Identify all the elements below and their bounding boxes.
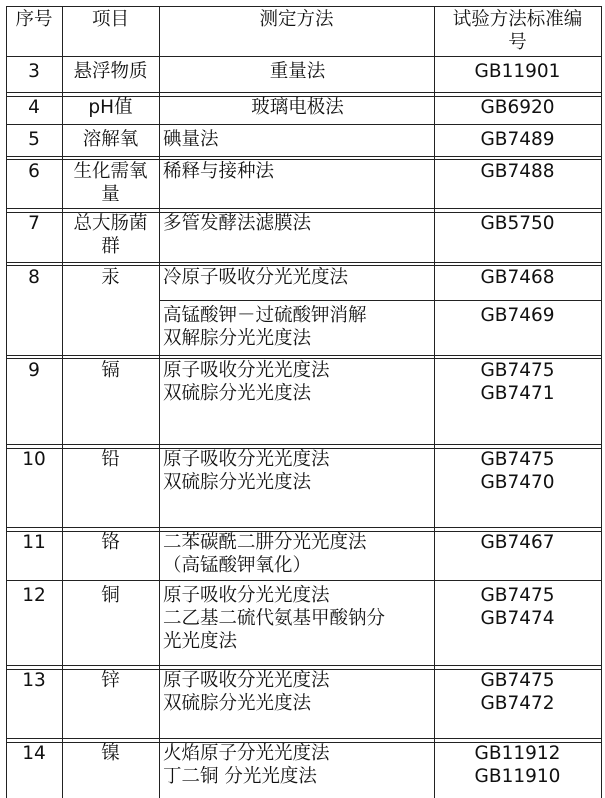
row-no [6,128,62,151]
row-method-line: 冷原子吸收分光光度法 [163,267,349,288]
row-item-line: 量 [101,184,120,205]
row-method [163,669,432,715]
row-standard-line: GB7489 [480,129,555,150]
row-standard-line: GB7475 [480,449,555,470]
subrow-divider [159,300,602,301]
row-method-line: 原子吸收分光光度法 [163,449,330,470]
row-standard-line: GB7488 [480,161,555,182]
row-item [62,669,159,692]
row-item [62,584,159,607]
row-standard [434,669,601,715]
row-item-line: 铬 [101,532,120,553]
row-no-line: 13 [22,670,46,691]
row-method-line: 原子吸收分光光度法 [163,670,330,691]
row-divider [6,6,602,7]
row-method-line: 玻璃电极法 [251,97,344,118]
row-no-line: 14 [22,743,46,764]
row-no-line: 11 [22,532,46,553]
row-no [6,359,62,382]
row-method-line: 二苯碳酰二肼分光光度法 [163,532,367,553]
row-standard [434,212,601,235]
row-standard [434,60,601,83]
row-no [6,160,62,183]
row-standard [434,128,601,151]
row-item [62,128,159,151]
row-method [163,60,432,83]
row-standard [434,160,601,183]
row-method [163,584,432,653]
row-standard-line: GB11912 [474,743,561,764]
header-method-line: 测定方法 [259,9,334,30]
row-item-line: 溶解氧 [82,129,139,150]
row-standard-line: GB6920 [480,97,555,118]
column-divider [601,6,602,798]
row-method-line: （高锰酸钾氧化） [163,555,312,576]
row-divider [6,156,602,157]
row-no-line: 6 [28,161,40,182]
row-divider [6,208,602,209]
row-item-line: 悬浮物质 [73,61,148,82]
row-standard-line: GB7470 [480,472,555,493]
row-item-line: pH值 [88,97,133,118]
row-divider [6,92,602,93]
row-no [6,742,62,765]
row-method [163,96,432,119]
row-method [163,160,432,183]
row-standard-line: GB7475 [480,670,555,691]
row-method-line: 二乙基二硫代氨基甲酸钠分 [163,608,386,629]
row-method-line: 碘量法 [163,129,219,150]
header-item-line: 项目 [91,9,129,30]
row-method [163,448,432,494]
row-method [163,531,432,577]
row-item [62,96,159,119]
row-no [6,266,62,289]
row-no [6,584,62,607]
header-item [62,8,159,31]
row-standard [434,742,601,788]
row-method [163,304,432,350]
row-method-line: 高锰酸钾－过硫酸钾消解 [163,305,367,326]
row-method-line: 原子吸收分光光度法 [163,585,330,606]
row-no-line: 8 [28,267,40,288]
header-standard [434,8,601,54]
row-standard-line: GB7467 [480,532,555,553]
row-no [6,669,62,692]
row-method-line: 双硫腙分光光度法 [163,693,312,714]
row-divider [6,56,602,57]
row-divider [6,580,602,581]
column-divider [159,6,160,798]
header-standard-line: 号 [508,32,527,53]
row-item-line: 镉 [101,360,120,381]
row-method [163,742,432,788]
row-standard [434,448,601,494]
row-method-line: 双硫腙分光光度法 [163,472,312,493]
row-no-line: 3 [28,61,40,82]
row-no-line: 5 [28,129,40,150]
row-divider [6,124,602,125]
row-method-line: 光光度法 [163,631,238,652]
row-standard-line: GB7474 [480,608,555,629]
row-no [6,96,62,119]
row-no [6,60,62,83]
row-standard-line: GB7468 [480,267,555,288]
row-item [62,742,159,765]
row-method-line: 原子吸收分光光度法 [163,360,330,381]
row-item [62,448,159,471]
row-method-line: 火焰原子分光光度法 [163,743,330,764]
row-item [62,160,159,206]
row-standard-line: GB7469 [480,305,555,326]
row-standard-line: GB7472 [480,693,555,714]
row-divider [6,738,602,739]
row-standard [434,584,601,630]
row-method [163,266,432,289]
row-standard [434,266,601,289]
row-standard-line: GB5750 [480,213,555,234]
row-divider [6,262,602,263]
row-standard-line: GB11910 [474,766,561,787]
row-item-line: 汞 [101,267,120,288]
row-standard-line: GB7471 [480,383,555,404]
row-item [62,60,159,83]
row-item-line: 总大肠菌 [73,213,148,234]
header-no [6,8,62,31]
row-method [163,359,432,405]
row-method-line: 丁二铜 分光光度法 [163,766,317,787]
row-divider [6,665,602,666]
row-item [62,359,159,382]
row-divider [6,355,602,356]
row-method [163,212,432,235]
row-item-line: 群 [101,236,120,257]
header-no-line: 序号 [15,9,53,30]
row-item [62,212,159,258]
row-standard [434,304,601,327]
row-no-line: 7 [28,213,40,234]
row-item-line: 铅 [101,449,120,470]
row-item [62,531,159,554]
row-no [6,212,62,235]
row-item [62,266,159,289]
row-item-line: 锌 [101,670,120,691]
row-standard [434,531,601,554]
row-method-line: 双解腙分光光度法 [163,328,312,349]
row-item-line: 镍 [101,743,120,764]
row-no [6,531,62,554]
row-divider [6,527,602,528]
row-standard [434,359,601,405]
header-method [159,8,434,31]
row-item-line: 铜 [101,585,120,606]
row-standard-line: GB7475 [480,360,555,381]
row-no-line: 9 [28,360,40,381]
row-method [163,128,432,151]
row-method-line: 重量法 [269,61,326,82]
row-standard-line: GB11901 [474,61,561,82]
header-standard-line: 试验方法标准编 [452,9,583,30]
row-divider [6,444,602,445]
row-item-line: 生化需氧 [73,161,148,182]
row-no-line: 4 [28,97,40,118]
row-method-line: 稀释与接种法 [163,161,275,182]
row-standard [434,96,601,119]
row-no-line: 10 [22,449,46,470]
row-method-line: 多管发酵法滤膜法 [163,213,312,234]
row-standard-line: GB7475 [480,585,555,606]
row-no-line: 12 [22,585,46,606]
row-no [6,448,62,471]
row-method-line: 双硫腙分光光度法 [163,383,312,404]
